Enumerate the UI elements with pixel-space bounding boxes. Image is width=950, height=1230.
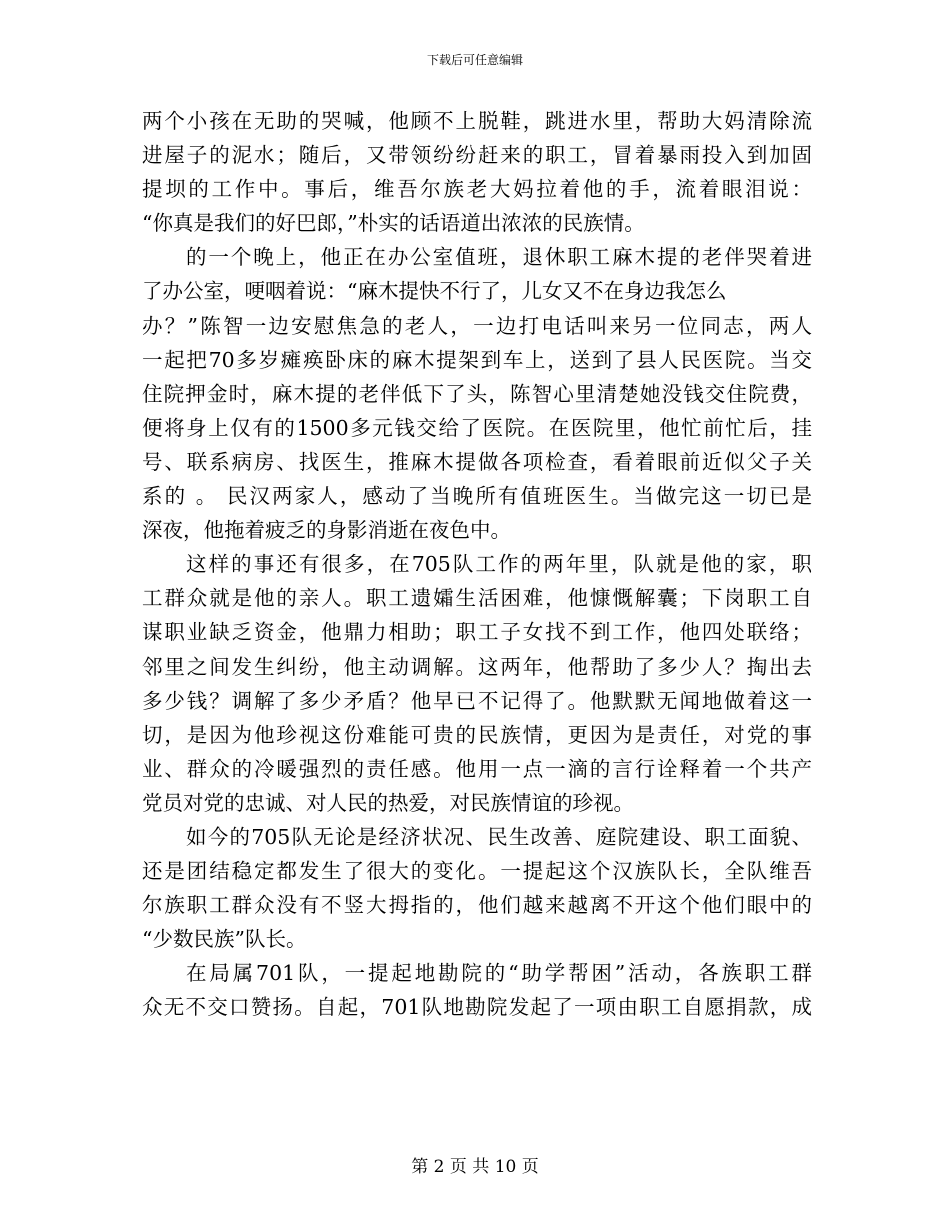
text-line: 办？”陈智一边安慰焦急的老人，一边打电话叫来另一位同志，两人 <box>142 313 812 338</box>
text-line: 众无不交口赞扬。自起，701队地勘院发起了一项由职工自愿捐款，成 <box>142 995 812 1020</box>
text-line: 了办公室，哽咽着说：“麻木提快不行了，儿女又不在身边我怎么 <box>142 279 727 304</box>
text-line: 两个小孩在无助的哭喊，他顾不上脱鞋，跳进水里，帮助大妈清除流 <box>142 109 812 133</box>
text-line: 进屋子的泥水；随后，又带领纷纷赶来的职工，冒着暴雨投入到加固 <box>142 143 812 168</box>
text-line: 系的 。 民汉两家人，感动了当晚所有值班医生。当做完这一切已是 <box>142 484 812 509</box>
text-line: 党员对党的忠诚、对人民的热爱，对民族情谊的珍视。 <box>142 790 634 815</box>
text-line: 深夜，他拖着疲乏的身影消逝在夜色中。 <box>142 518 511 543</box>
text-line: 工群众就是他的亲人。职工遗孀生活困难，他慷慨解囊；下岗职工自 <box>142 586 812 611</box>
text-line: 一起把70多岁瘫痪卧床的麻木提架到车上，送到了县人民医院。当交 <box>142 347 812 372</box>
text-line: 谋职业缺乏资金，他鼎力相助；职工子女找不到工作，他四处联络； <box>142 620 812 645</box>
page-header: 下载后可任意编辑 <box>426 53 523 67</box>
text-line: 这样的事还有很多，在705队工作的两年里，队就是他的家，职 <box>186 552 812 577</box>
text-line: 尔族职工群众没有不竖大拇指的，他们越来越离不开这个他们眼中的 <box>142 893 812 918</box>
text-line: 便将身上仅有的1500多元钱交给了医院。在医院里，他忙前忙后，挂 <box>142 415 812 440</box>
text-line: 邻里之间发生纠纷，他主动调解。这两年，他帮助了多少人？掏出去 <box>142 654 812 679</box>
text-line: 多少钱？调解了多少矛盾？他早已不记得了。他默默无闻地做着这一 <box>142 688 812 713</box>
page-number-footer: 第 2 页 共 10 页 <box>411 1157 539 1177</box>
text-line: “你真是我们的好巴郎，”朴实的话语道出浓浓的民族情。 <box>142 211 645 236</box>
text-line: 如今的705队无论是经济状况、民生改善、庭院建设、职工面貌、 <box>186 824 812 849</box>
text-line: 在局属701队，一提起地勘院的“助学帮困”活动，各族职工群 <box>186 961 812 986</box>
document-body <box>142 104 812 1025</box>
text-line: “少数民族”队长。 <box>142 927 307 952</box>
text-line: 号、联系病房、找医生，推麻木提做各项检查，看着眼前近似父子关 <box>142 449 812 474</box>
text-line: 还是团结稳定都发生了很大的变化。一提起这个汉族队长，全队维吾 <box>142 859 812 884</box>
text-line: 的一个晚上，他正在办公室值班，退休职工麻木提的老伴哭着进 <box>186 245 812 270</box>
text-line: 切，是因为他珍视这份难能可贵的民族情，更因为是责任，对党的事 <box>142 722 812 747</box>
text-line: 住院押金时，麻木提的老伴低下了头，陈智心里清楚她没钱交住院费， <box>142 381 812 406</box>
text-line: 提坝的工作中。事后，维吾尔族老大妈拉着他的手，流着眼泪说： <box>142 177 812 202</box>
text-line: 业、群众的冷暖强烈的责任感。他用一点一滴的言行诠释着一个共产 <box>142 756 812 781</box>
